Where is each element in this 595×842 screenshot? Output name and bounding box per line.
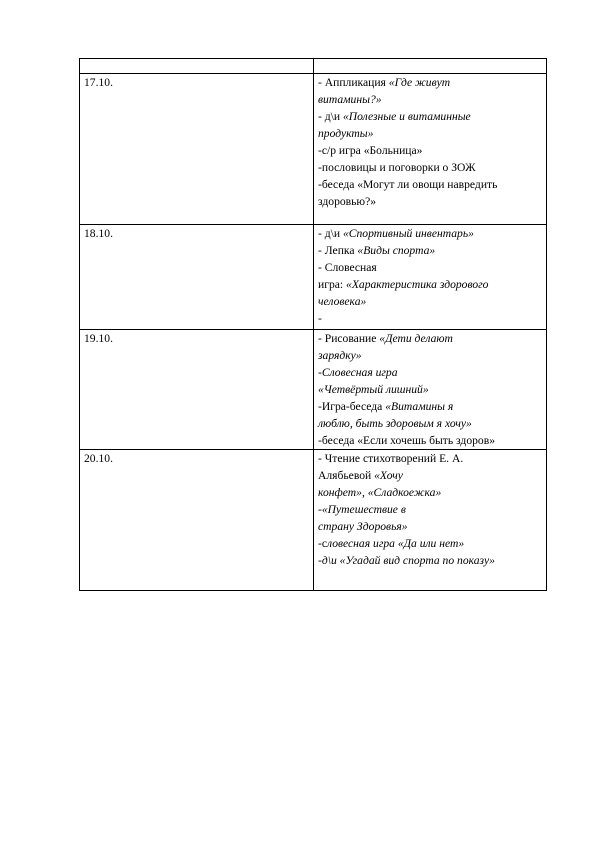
activity-line [318,225,542,242]
activity-text: - Лепка [318,244,358,257]
activity-line [318,142,542,159]
activity-line [318,159,542,176]
activity-line [318,276,542,293]
activity-line [318,501,542,518]
activity-text: страну Здоровья» [318,520,408,533]
activity-line [318,74,542,91]
activity-text: -с/р игра «Больница» [318,144,423,157]
activity-text: -пословицы и поговорки о ЗОЖ [318,161,476,174]
activity-text: Словесная игра [321,366,398,379]
activity-line [318,193,542,210]
table-row [80,74,547,225]
activity-text: - Рисование [318,332,380,345]
activity-line [318,432,542,449]
activity-text: - [318,312,322,325]
activity-text: -«Путешествие в [318,503,406,516]
header-cell-activities [314,59,547,74]
date-cell: 18.10. [80,225,314,330]
activity-text: витамины?» [318,93,382,106]
activity-text: конфет» [318,486,362,499]
activity-text: «Четвёртый лишний» [318,383,429,396]
activity-line [318,91,542,108]
activity-line [318,398,542,415]
activity-line [318,364,542,381]
plan-table [79,58,547,591]
date-cell: 17.10. [80,74,314,225]
activity-text: -д\и «Угадай вид спорта по показу» [318,554,495,567]
activity-text: -беседа «Могут ли овощи навредить [318,178,498,191]
activity-line [318,293,542,310]
activity-text: зарядку» [318,349,362,362]
activity-text: люблю, быть здоровым я хочу» [318,417,472,430]
activity-text: -беседа «Если хочешь быть здоров» [318,434,495,447]
activity-text: - д\и [318,110,343,123]
activity-text: - Словесная [318,261,377,274]
activity-line [318,176,542,193]
activity-line [318,467,542,484]
activity-text: игра: [318,278,347,291]
date-cell: 19.10. [80,330,314,450]
activity-text: ловесная игра «Да или нет» [327,537,465,550]
activity-line [318,381,542,398]
activity-text: «Спортивный инвентарь» [342,227,474,240]
table-header-row [80,59,547,74]
activity-line [318,242,542,259]
activity-text: человека» [318,295,367,308]
activity-text: «Дети делают [379,332,453,345]
activity-text: «Витамины я [385,400,454,413]
activity-line [318,535,542,552]
activity-text: Алябьевой [318,469,375,482]
activity-line [318,108,542,125]
activity-line [318,518,542,535]
activity-line [318,484,542,501]
activity-text: «Полезные и витаминные [342,110,471,123]
activity-text: - Аппликация [318,76,389,89]
activity-text: «Где живут [388,76,451,89]
activity-line [318,310,542,327]
table-row [80,330,547,450]
activity-line [318,552,542,569]
activity-line [318,125,542,142]
activity-text: - д\и [318,227,343,240]
activity-text: продукты» [318,127,374,140]
activity-text: - Чтение стихотворений Е. А. [318,452,464,465]
activity-text: «Виды спорта» [357,244,436,257]
header-cell-date [80,59,314,74]
activity-line [318,347,542,364]
activities-cell [314,330,547,450]
activities-cell [314,74,547,225]
activity-line [318,330,542,347]
activity-text: -Игра-беседа [318,400,386,413]
activities-cell [314,450,547,591]
activity-line [318,415,542,432]
table-row [80,225,547,330]
activity-line [318,259,542,276]
activity-text: «Хочу [374,469,403,482]
activity-text: -с [318,537,328,550]
activity-text: - [318,366,322,379]
activity-text: «Сладкоежка» [367,486,442,499]
activity-text: здоровью?» [318,195,377,208]
activity-text: «Характеристика здорового [346,278,489,291]
date-cell: 20.10. [80,450,314,591]
activity-line [318,450,542,467]
activities-cell [314,225,547,330]
activity-text: , [361,486,368,499]
table-row [80,450,547,591]
